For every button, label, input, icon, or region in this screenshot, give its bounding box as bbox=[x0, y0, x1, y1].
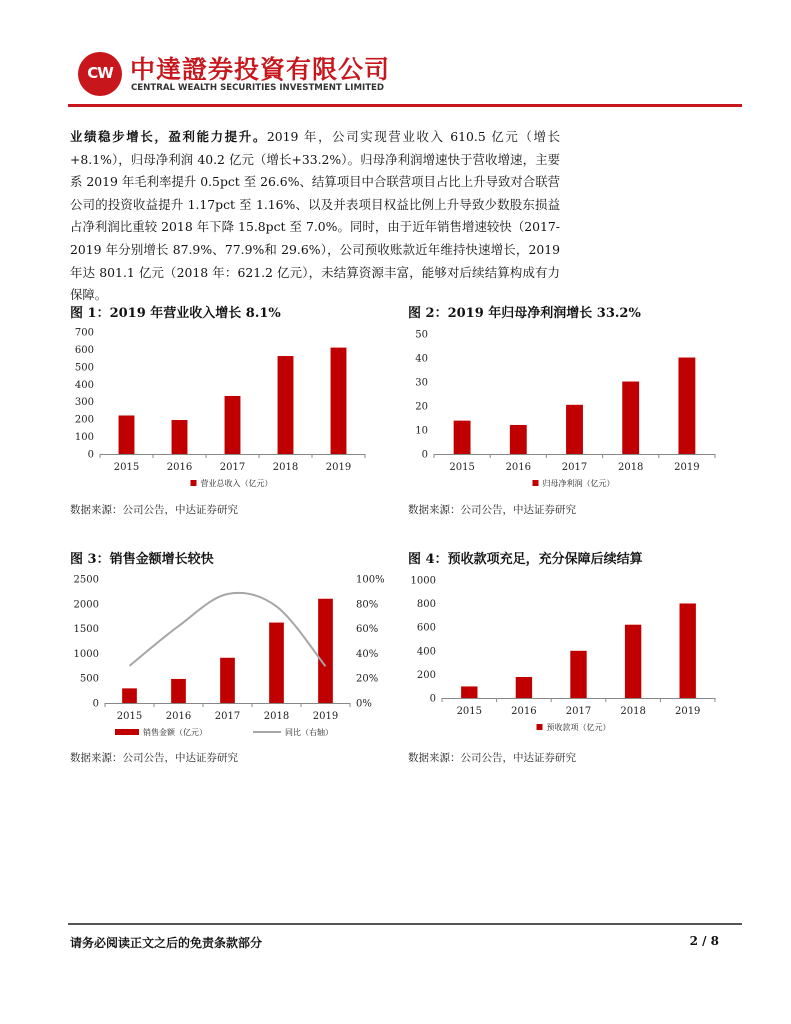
y-tick-label: 200 bbox=[74, 414, 94, 426]
bar-2015 bbox=[454, 421, 471, 454]
bar-2018 bbox=[269, 623, 284, 703]
y-tick-label: 800 bbox=[416, 599, 436, 611]
bar-2017 bbox=[220, 658, 235, 703]
x-tick-label: 2017 bbox=[214, 711, 241, 722]
logo-text: CW bbox=[87, 64, 113, 82]
bar-2016 bbox=[510, 425, 527, 454]
bar-2018 bbox=[278, 356, 294, 454]
y-tick-label: 0 bbox=[87, 449, 94, 461]
figure-1-source: 数据来源：公司公告，中达证券研究 bbox=[70, 504, 238, 516]
x-tick-label: 2015 bbox=[449, 462, 475, 473]
figure-1-chart bbox=[70, 324, 370, 492]
y-tick-label: 10 bbox=[415, 425, 428, 437]
x-tick-label: 2017 bbox=[565, 706, 592, 717]
y-tick-label: 400 bbox=[74, 379, 94, 391]
y2-tick-label: 100% bbox=[356, 574, 385, 586]
x-tick-label: 2019 bbox=[674, 462, 700, 473]
y2-tick-label: 20% bbox=[356, 673, 379, 685]
y-tick-label: 0 bbox=[429, 693, 436, 705]
paragraph-body: 2019 年，公司实现营业收入 610.5 亿元（增长+8.1%），归母净利润 40.2 亿元（增长+33.2%）。归母净利润增速快于营收增速，主要系 2019 年毛利率提升 0.5pct 至 26.6%、结算项目中合联营项目占比上升导致对合联营公司的投资收益提升 1.17pct 至 1.16%、以及并表项目权益比例上升导致少数股东损益占净利润比重较 2018 年下降 15.8pct 至 7.0%。同时，由于近年销售增速较快（2017-2019 年分别增长 87.9%、77.9%和 29.6%），公司预收账款近年维持快速增长，2019 年达 801.1 亿元（2018 年：621.2 亿元），未结算资源丰富，能够对后续结算构成有力保障。 bbox=[70, 129, 561, 303]
footer-divider bbox=[68, 923, 742, 925]
yoy-line bbox=[130, 593, 326, 666]
x-tick-label: 2018 bbox=[617, 462, 644, 473]
footer-disclaimer: 请务必阅读正文之后的免责条款部分 bbox=[70, 936, 263, 950]
legend-label: 预收款项（亿元） bbox=[546, 723, 611, 732]
bar-2017 bbox=[570, 651, 586, 698]
figure-2-chart bbox=[408, 324, 718, 492]
legend-label: 归母净利润（亿元） bbox=[542, 479, 615, 488]
x-tick-label: 2019 bbox=[674, 706, 701, 717]
y-tick-label: 500 bbox=[79, 673, 99, 685]
page-number: 2 / 8 bbox=[689, 934, 719, 948]
figure-4-chart bbox=[408, 571, 718, 741]
header-divider bbox=[68, 104, 742, 107]
y2-tick-label: 60% bbox=[356, 624, 379, 636]
company-name-cn: 中達證券投資有限公司 bbox=[130, 55, 391, 84]
y-tick-label: 2500 bbox=[73, 574, 99, 586]
y-tick-label: 40 bbox=[415, 353, 428, 365]
y2-tick-label: 80% bbox=[356, 599, 379, 611]
y-tick-label: 1000 bbox=[410, 575, 436, 587]
x-tick-label: 2015 bbox=[456, 706, 483, 717]
y-tick-label: 100 bbox=[74, 432, 94, 444]
y2-tick-label: 40% bbox=[356, 648, 379, 660]
legend-swatch-bar bbox=[115, 729, 139, 735]
bar-2015 bbox=[119, 415, 135, 454]
y-tick-label: 400 bbox=[416, 646, 436, 658]
figure-2-title: 图 2：2019 年归母净利润增长 33.2% bbox=[408, 306, 641, 321]
legend-swatch bbox=[191, 480, 197, 486]
y-tick-label: 600 bbox=[74, 344, 94, 356]
y-tick-label: 500 bbox=[74, 362, 94, 374]
y-tick-label: 1500 bbox=[73, 624, 99, 636]
x-tick-label: 2017 bbox=[219, 462, 246, 473]
x-tick-label: 2015 bbox=[113, 462, 140, 473]
bar-2016 bbox=[171, 679, 186, 703]
x-tick-label: 2019 bbox=[312, 711, 339, 722]
y-tick-label: 200 bbox=[416, 669, 436, 681]
company-name-en: CENTRAL WEALTH SECURITIES INVESTMENT LIMITED bbox=[131, 83, 385, 93]
bar-2015 bbox=[461, 686, 477, 698]
x-tick-label: 2016 bbox=[505, 462, 532, 473]
bar-2016 bbox=[516, 677, 532, 698]
y2-tick-label: 0% bbox=[356, 698, 372, 710]
x-tick-label: 2016 bbox=[165, 711, 192, 722]
x-tick-label: 2019 bbox=[325, 462, 352, 473]
bar-2019 bbox=[678, 358, 695, 454]
bar-2018 bbox=[625, 625, 641, 698]
figure-2-source: 数据来源：公司公告，中达证券研究 bbox=[408, 504, 576, 516]
y-tick-label: 30 bbox=[415, 377, 428, 389]
figure-3-source: 数据来源：公司公告，中达证券研究 bbox=[70, 752, 238, 764]
y-tick-label: 2000 bbox=[73, 599, 99, 611]
bar-2015 bbox=[122, 688, 137, 703]
company-logo bbox=[78, 52, 122, 96]
y-tick-label: 700 bbox=[74, 327, 94, 339]
figure-4-title: 图 4：预收款项充足，充分保障后续结算 bbox=[408, 552, 643, 567]
figure-4-source: 数据来源：公司公告，中达证券研究 bbox=[408, 752, 576, 764]
x-tick-label: 2015 bbox=[116, 711, 143, 722]
y-tick-label: 600 bbox=[416, 622, 436, 634]
figure-1-title: 图 1：2019 年营业收入增长 8.1% bbox=[70, 306, 281, 321]
y-tick-label: 0 bbox=[421, 449, 428, 461]
bar-2016 bbox=[172, 420, 188, 454]
paragraph-lead: 业绩稳步增长，盈利能力提升。 bbox=[70, 129, 267, 144]
x-tick-label: 2016 bbox=[166, 462, 193, 473]
bar-2019 bbox=[318, 599, 333, 703]
y-tick-label: 20 bbox=[415, 401, 428, 413]
x-tick-label: 2018 bbox=[263, 711, 290, 722]
figure-3-title: 图 3：销售金额增长较快 bbox=[70, 552, 214, 567]
bar-2017 bbox=[225, 396, 241, 454]
y-tick-label: 1000 bbox=[73, 648, 99, 660]
legend-swatch bbox=[537, 724, 543, 730]
x-tick-label: 2018 bbox=[620, 706, 646, 717]
legend-label-line: 同比（右轴） bbox=[285, 728, 333, 737]
x-tick-label: 2017 bbox=[561, 462, 588, 473]
body-paragraph bbox=[70, 126, 560, 307]
x-tick-label: 2018 bbox=[272, 462, 299, 473]
bar-2018 bbox=[622, 382, 639, 454]
legend-swatch bbox=[533, 480, 539, 486]
x-tick-label: 2016 bbox=[511, 706, 537, 717]
y-tick-label: 50 bbox=[415, 329, 428, 341]
bar-2019 bbox=[680, 603, 696, 698]
figure-3-chart bbox=[70, 571, 390, 741]
y-tick-label: 0 bbox=[92, 698, 99, 710]
bar-2017 bbox=[566, 405, 583, 454]
y-tick-label: 300 bbox=[74, 397, 94, 409]
bar-2019 bbox=[331, 348, 347, 454]
legend-label-bar: 销售金额（亿元） bbox=[143, 728, 207, 737]
legend-label: 营业总收入（亿元） bbox=[200, 479, 273, 488]
